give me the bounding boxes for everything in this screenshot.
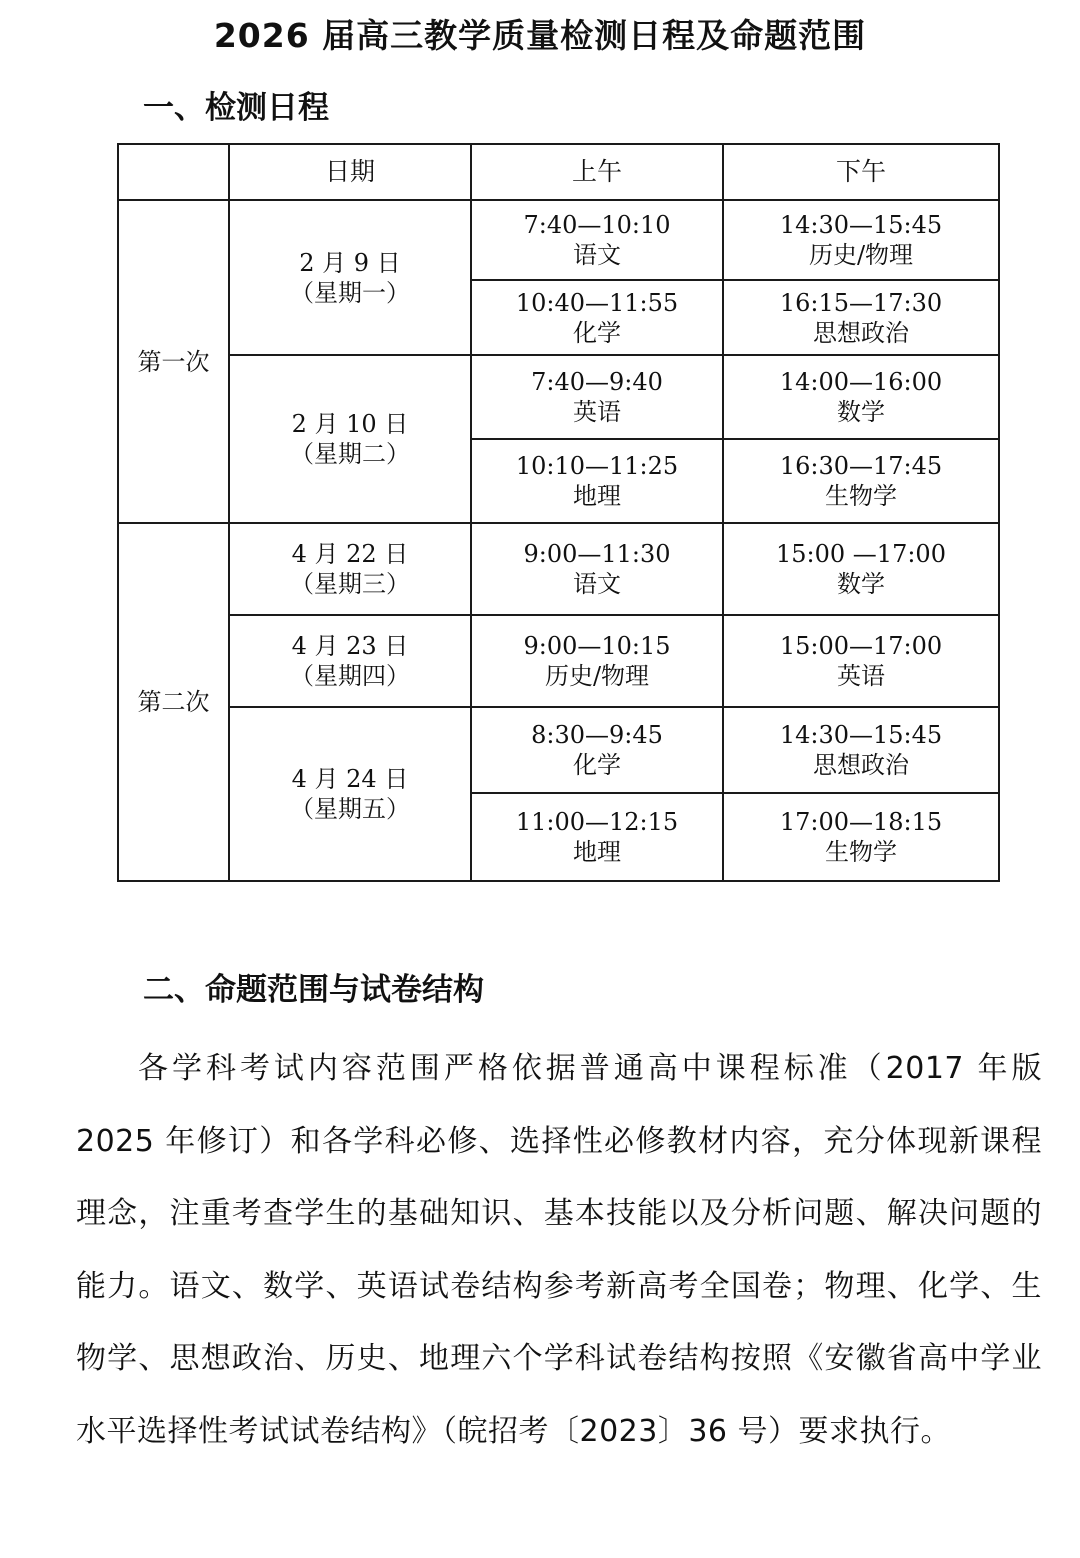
document-title: 2026 届高三教学质量检测日程及命题范围 (213, 16, 867, 55)
slot-subject: 历史/物理 (544, 662, 650, 690)
header-blank-cell (118, 144, 229, 200)
weekday-text: （星期二） (290, 440, 410, 468)
slot-subject: 思想政治 (813, 318, 909, 347)
slot-subject: 化学 (573, 318, 621, 347)
slot-time: 7:40—9:40 (531, 368, 663, 396)
slot-subject: 历史/物理 (808, 241, 914, 269)
morning-slot (471, 355, 723, 439)
date-cell (229, 523, 471, 615)
slot-time: 10:40—11:55 (515, 288, 679, 317)
date-text: 4 月 22 日 (291, 540, 409, 568)
slot-time: 16:30—17:45 (779, 452, 943, 480)
slot-time: 8:30—9:45 (531, 721, 663, 749)
slot-subject: 思想政治 (813, 751, 909, 779)
afternoon-slot (723, 793, 999, 881)
weekday-text: （星期五） (290, 795, 410, 823)
slot-subject: 地理 (573, 482, 621, 510)
section-heading-scope: 二、命题范围与试卷结构 (143, 972, 484, 1008)
afternoon-slot (723, 355, 999, 439)
table-row (118, 355, 999, 439)
slot-time: 14:30—15:45 (779, 721, 943, 749)
table-row (118, 523, 999, 615)
weekday-text: （星期一） (290, 278, 410, 307)
slot-time: 14:30—15:45 (779, 211, 943, 239)
morning-slot (471, 793, 723, 881)
weekday-text: （星期四） (290, 662, 410, 690)
slot-time: 15:00 —17:00 (776, 540, 946, 568)
afternoon-slot (723, 439, 999, 523)
weekday-text: （星期三） (290, 570, 410, 598)
slot-subject: 生物学 (825, 838, 897, 866)
header-afternoon: 下午 (723, 144, 999, 200)
slot-subject: 数学 (837, 398, 885, 426)
slot-time: 7:40—10:10 (523, 211, 671, 239)
slot-subject: 地理 (573, 838, 621, 866)
table-row (118, 200, 999, 280)
morning-slot (471, 280, 723, 355)
date-text: 2 月 10 日 (291, 410, 409, 438)
table-header-row (118, 144, 999, 200)
slot-subject: 化学 (573, 751, 621, 779)
round-label: 第一次 (118, 200, 229, 523)
scope-paragraph: 各学科考试内容范围严格依据普通高中课程标准（2017 年版 2025 年修订）和各学科必修、选择性必修教材内容，充分体现新课程理念，注重考查学生的基础知识、基本技能以及分析问题、解决问题的能力。语文、数学、英语试卷结构参考新高考全国卷；物理、化学、生物学、思想政治、历史、地理六个学科试卷结构按照《安徽省高中学业水平选择性考试试卷结构》（皖招考〔2023〕36 号）要求执行。 (76, 1051, 1042, 1449)
round-label: 第二次 (118, 523, 229, 881)
afternoon-slot (723, 707, 999, 793)
morning-slot (471, 439, 723, 523)
slot-subject: 数学 (837, 570, 885, 598)
morning-slot (471, 615, 723, 707)
afternoon-slot (723, 523, 999, 615)
slot-subject: 英语 (573, 398, 621, 426)
date-cell (229, 200, 471, 355)
header-date: 日期 (229, 144, 471, 200)
date-text: 4 月 23 日 (291, 632, 409, 660)
slot-subject: 生物学 (825, 482, 897, 510)
morning-slot (471, 523, 723, 615)
slot-time: 14:00—16:00 (779, 368, 943, 396)
slot-subject: 语文 (573, 570, 621, 598)
date-text: 4 月 24 日 (291, 765, 409, 793)
date-cell (229, 355, 471, 523)
slot-subject: 英语 (837, 662, 885, 690)
slot-time: 16:15—17:30 (779, 288, 943, 317)
section-heading-schedule: 一、检测日程 (143, 90, 329, 126)
slot-time: 17:00—18:15 (779, 808, 943, 836)
slot-subject: 语文 (573, 241, 621, 269)
slot-time: 9:00—10:15 (523, 632, 671, 660)
morning-slot (471, 707, 723, 793)
slot-time: 10:10—11:25 (515, 452, 679, 480)
schedule-table (117, 143, 1000, 882)
table-row (118, 615, 999, 707)
date-text: 2 月 9 日 (299, 248, 401, 277)
afternoon-slot (723, 200, 999, 280)
slot-time: 11:00—12:15 (515, 808, 679, 836)
afternoon-slot (723, 280, 999, 355)
morning-slot (471, 200, 723, 280)
slot-time: 9:00—11:30 (523, 540, 671, 568)
table-row (118, 707, 999, 793)
afternoon-slot (723, 615, 999, 707)
slot-time: 15:00—17:00 (779, 632, 943, 660)
date-cell (229, 615, 471, 707)
header-morning: 上午 (471, 144, 723, 200)
date-cell (229, 707, 471, 881)
